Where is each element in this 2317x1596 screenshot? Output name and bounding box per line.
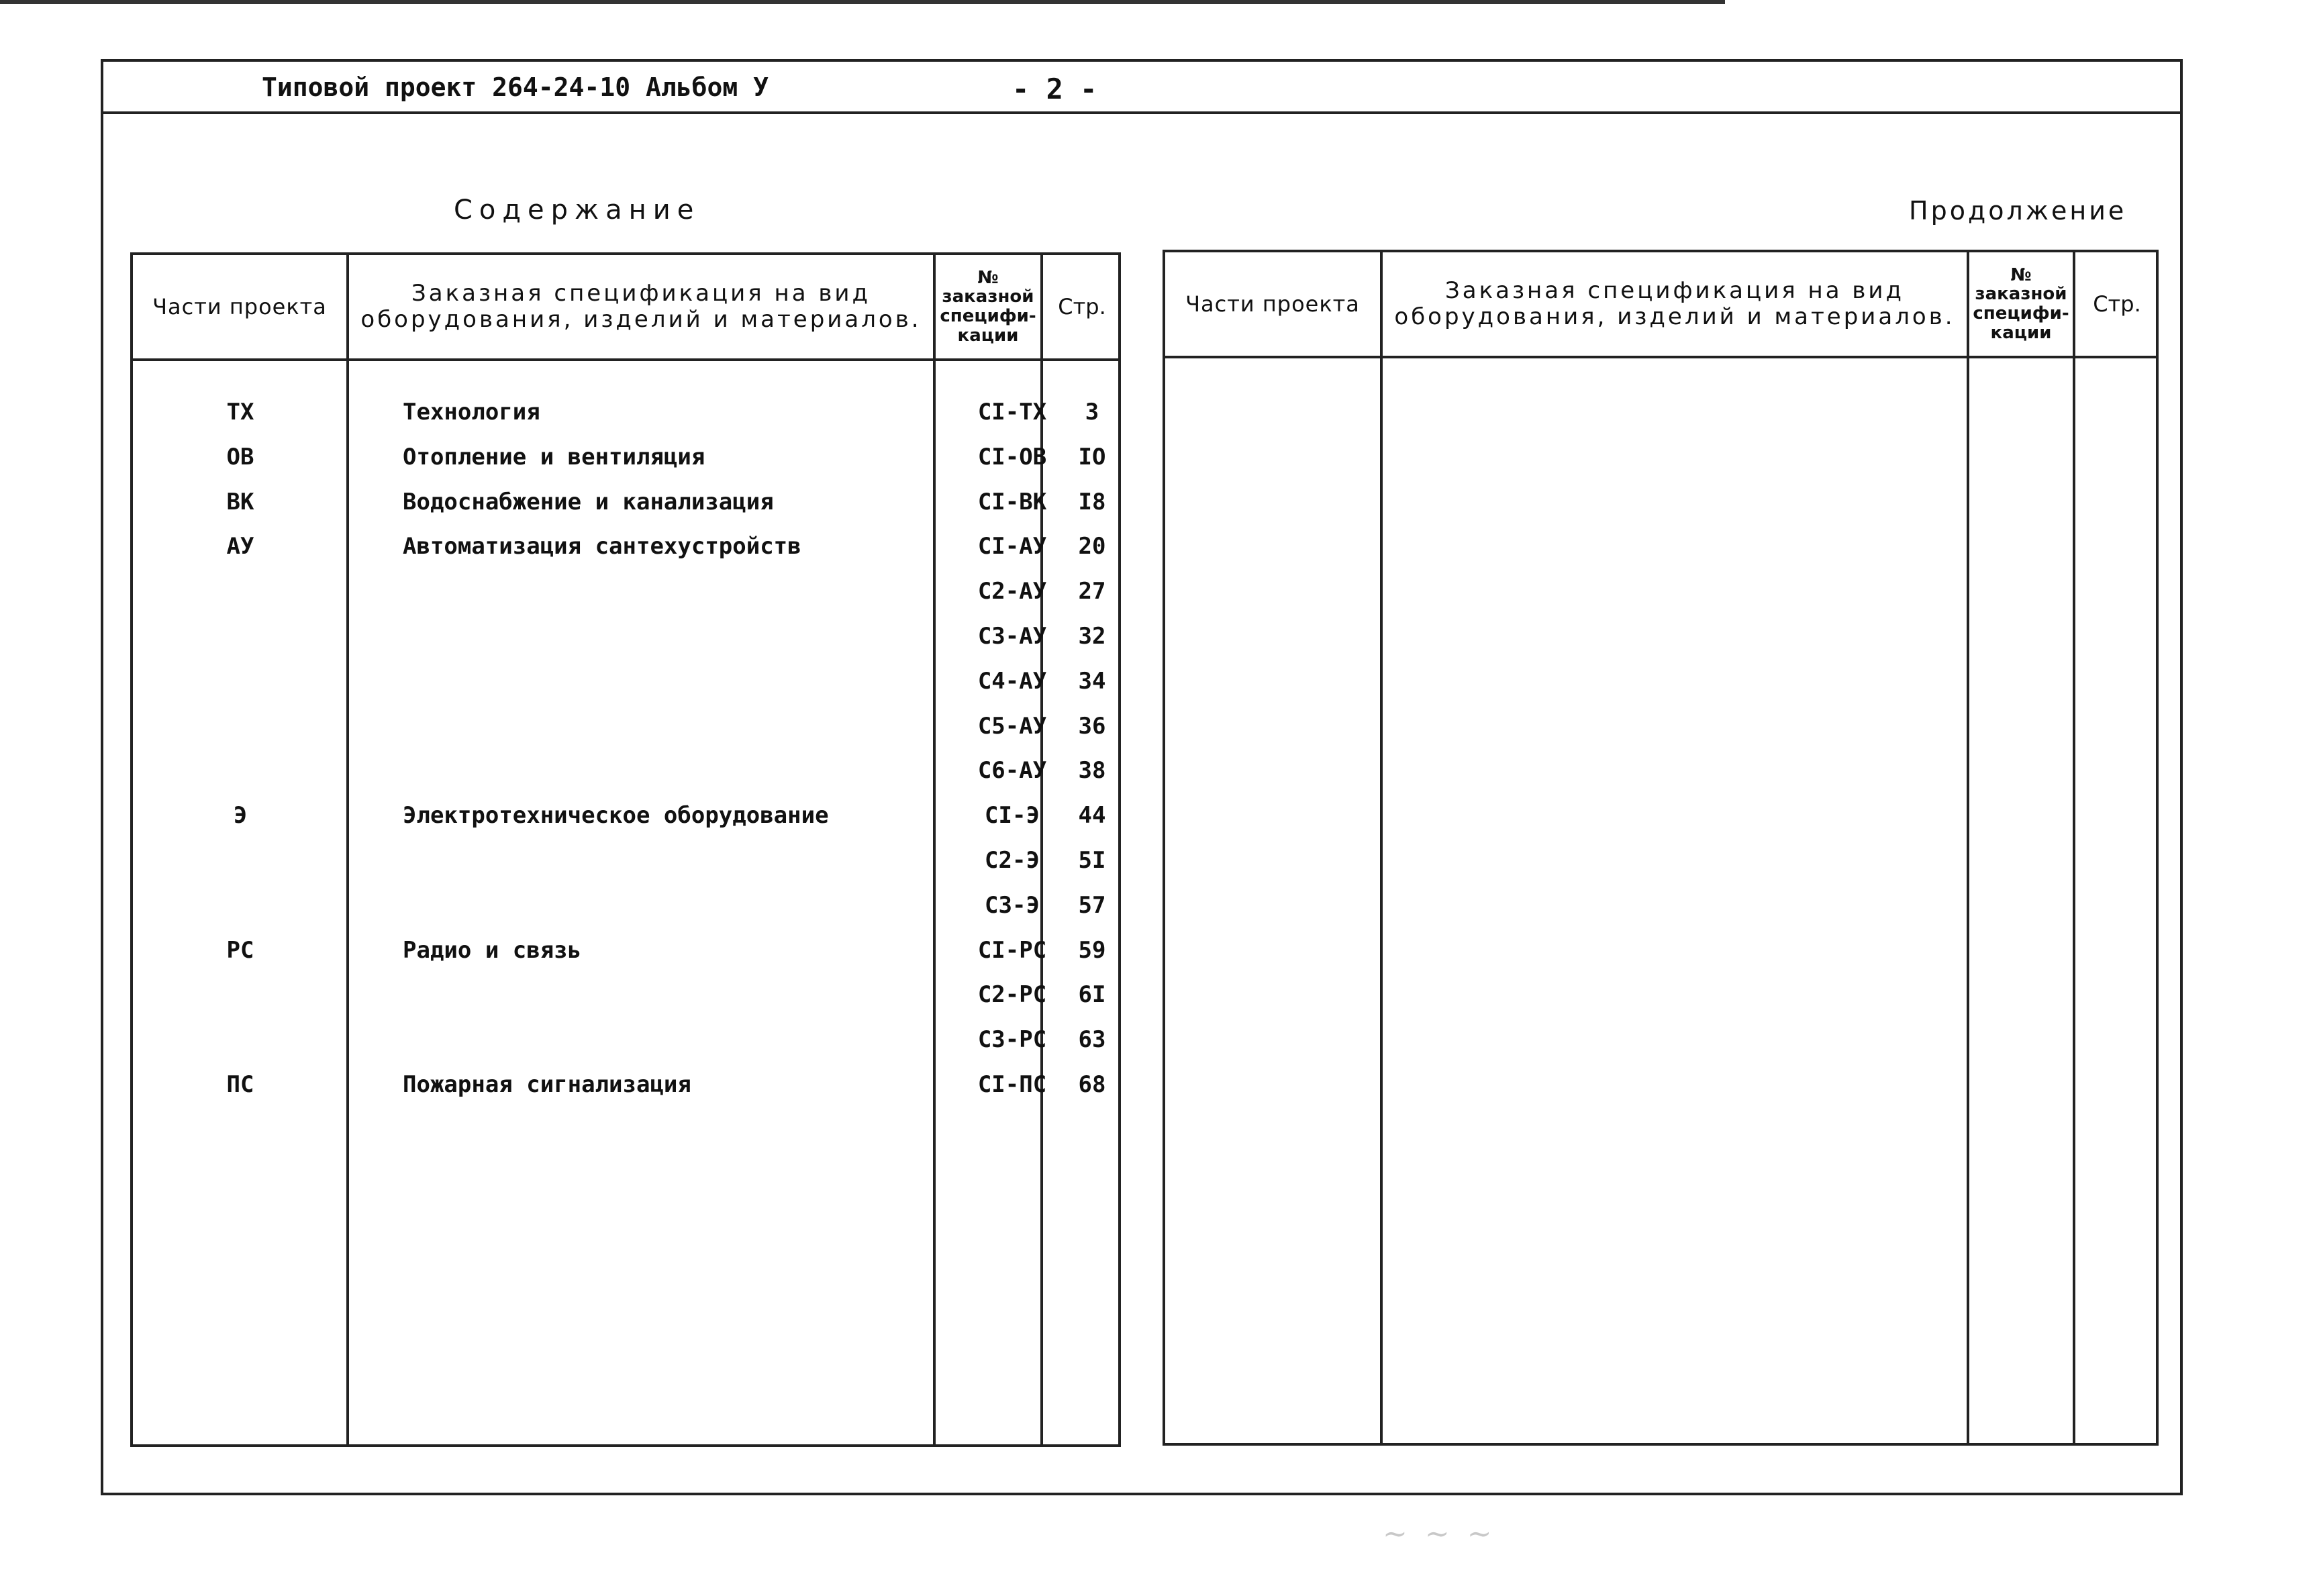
row-page-number: 6I [1078, 981, 1106, 1009]
table-row [133, 623, 1124, 663]
column-header-spec-number: № заказной специфи-кации [940, 267, 1036, 346]
row-page-number: 5I [1078, 847, 1106, 874]
row-spec-number: C3-АУ [977, 623, 1047, 650]
row-section-name: Водоснабжение и канализация [403, 488, 774, 515]
column-header-parts: Части проекта [152, 293, 327, 319]
row-spec-number: C2-Э [985, 847, 1040, 874]
row-page-number: 36 [1078, 712, 1106, 740]
table-row [133, 892, 1124, 932]
header-divider [1165, 356, 2156, 358]
row-part-code: ТХ [226, 399, 254, 426]
table-row [133, 444, 1124, 484]
table-row [133, 713, 1124, 753]
row-page-number: 63 [1078, 1026, 1106, 1054]
table-row [133, 981, 1124, 1021]
contents-table [130, 252, 1121, 1447]
column-divider [1967, 252, 1969, 1443]
row-part-code: Э [233, 802, 248, 830]
row-spec-number: C3-Э [985, 891, 1040, 919]
row-page-number: 34 [1078, 667, 1106, 695]
row-spec-number: CI-Э [985, 802, 1040, 830]
table-row [133, 578, 1124, 618]
row-spec-number: CI-PC [977, 936, 1047, 964]
table-row [133, 1071, 1124, 1111]
continuation-table [1163, 250, 2159, 1446]
row-page-number: 38 [1078, 757, 1106, 785]
row-section-name: Технология [403, 399, 540, 426]
table-row [133, 1026, 1124, 1066]
column-header-spec-number: № заказной специфи-кации [1973, 264, 2069, 343]
row-section-name: Пожарная сигнализация [403, 1071, 691, 1098]
row-spec-number: CI-ПС [977, 1071, 1047, 1098]
table-row [133, 533, 1124, 573]
row-page-number: 44 [1078, 802, 1106, 830]
header-rule [101, 111, 2183, 114]
row-page-number: I8 [1078, 488, 1106, 515]
scan-top-edge [0, 0, 1725, 4]
row-spec-number: CI-АУ [977, 533, 1047, 560]
table-row [133, 847, 1124, 887]
document-header-title: Типовой проект 264-24-10 Альбом У [262, 72, 769, 102]
column-header-parts: Части проекта [1185, 291, 1360, 317]
row-part-code: ВК [226, 488, 254, 515]
table-row [133, 489, 1124, 529]
toc-title: Содержание [454, 195, 701, 226]
row-part-code: ПС [226, 1071, 254, 1098]
row-spec-number: C2-АУ [977, 578, 1047, 605]
table-row [133, 802, 1124, 842]
row-page-number: 59 [1078, 936, 1106, 964]
row-section-name: Автоматизация сантехустройств [403, 533, 801, 560]
table-row [133, 757, 1124, 797]
row-page-number: 20 [1078, 533, 1106, 560]
row-spec-number: C2-PC [977, 981, 1047, 1009]
row-part-code: ОВ [226, 443, 254, 470]
column-header-page: Стр. [2093, 291, 2141, 317]
column-divider [1380, 252, 1383, 1443]
row-part-code: РС [226, 936, 254, 964]
row-page-number: 3 [1085, 399, 1099, 426]
row-page-number: 32 [1078, 623, 1106, 650]
row-page-number: 57 [1078, 891, 1106, 919]
column-header-spec: Заказная спецификация на вид оборудования, изделий и материалов. [1394, 277, 1955, 330]
header-divider [133, 358, 1118, 361]
column-header-spec: Заказная спецификация на вид оборудования, изделий и материалов. [360, 279, 922, 333]
row-spec-number: C5-АУ [977, 712, 1047, 740]
continuation-title: Продолжение [1909, 196, 2127, 226]
row-page-number: 68 [1078, 1071, 1106, 1098]
row-spec-number: CI-OB [977, 443, 1047, 470]
row-spec-number: C3-PC [977, 1026, 1047, 1054]
row-section-name: Радио и связь [403, 936, 582, 964]
row-section-name: Электротехническое оборудование [403, 802, 829, 830]
column-divider [2073, 252, 2075, 1443]
row-spec-number: CI-TX [977, 399, 1047, 426]
column-header-page: Стр. [1058, 293, 1106, 319]
row-part-code: АУ [226, 533, 254, 560]
table-row [133, 399, 1124, 439]
table-row [133, 937, 1124, 977]
row-page-number: IO [1078, 443, 1106, 470]
page-number: - 2 - [1012, 72, 1097, 105]
faint-handwriting-mark: ~ ~ ~ [1383, 1517, 1496, 1551]
row-page-number: 27 [1078, 578, 1106, 605]
table-row [133, 668, 1124, 708]
row-spec-number: CI-BK [977, 488, 1047, 515]
row-spec-number: C6-АУ [977, 757, 1047, 785]
row-spec-number: C4-АУ [977, 667, 1047, 695]
row-section-name: Отопление и вентиляция [403, 443, 705, 470]
